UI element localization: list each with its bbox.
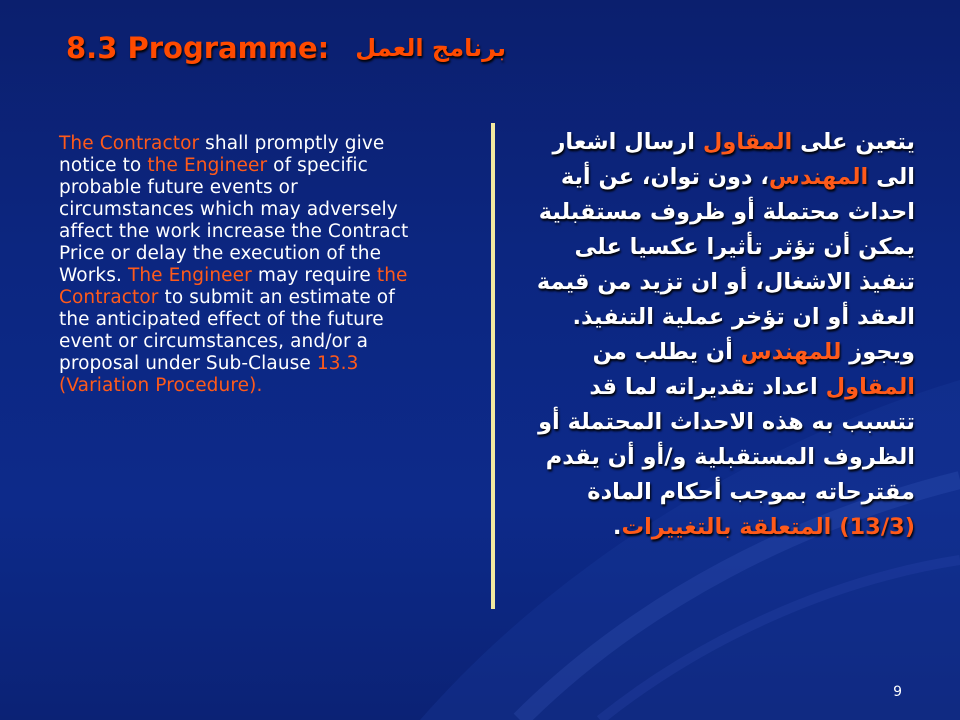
english-paragraph [59,133,424,397]
title-arabic: برنامج العمل [355,34,507,62]
arabic-text-segment: اعداد تقديراته لما قد تتسبب به هذه الاحداث المحتملة أو الظروف المستقبلية و/أو أن يقدم مقترحاته بموجب أحكام المادة [538,374,915,505]
arabic-highlight-text: للمهندس [740,339,842,365]
english-highlight-text: The Contractor [59,133,200,154]
english-highlight-text: 13.3 (Variation Procedure). [59,353,359,396]
arabic-text-segment: . [612,514,622,540]
english-highlight-text: The Engineer [127,265,252,286]
english-text-segment: may require [251,265,377,286]
english-text-segment: shall promptly give notice to [59,133,385,176]
english-text-segment: of specific probable future events or circumstances which may adversely affect the work increase the Contract Price or delay the execution of the Works. [59,155,409,286]
arabic-text-segment: ارسال اشعار الى [552,129,915,190]
english-highlight-text: the Contractor [59,265,408,308]
arabic-text-segment: ، دون توان، عن أية احداث محتملة أو ظروف مستقبلية يمكن أن تؤثر تأثيرا عكسيا على تنفيذ الاشغال، أو ان تزيد من قيمة العقد أو ان تؤخر عملية التنفيذ. ويجوز [536,164,915,365]
page-number: 9 [893,684,902,700]
english-highlight-text: the Engineer [147,155,268,176]
title-english: 8.3 Programme: [66,31,330,65]
arabic-text-segment: يتعين على [792,129,915,155]
arabic-highlight-text: (13/3) المتعلقة بالتغييرات [621,514,915,540]
arabic-highlight-text: المهندس [768,164,869,190]
arabic-highlight-text: المقاول [825,374,915,400]
slide-title [66,28,586,68]
column-divider [491,123,495,609]
english-text-segment: to submit an estimate of the anticipated effect of the future event or circumstances, and/or a proposal under Sub-Clause [59,287,395,374]
arabic-paragraph [515,125,915,545]
arabic-highlight-text: المقاول [702,129,793,155]
arabic-text-segment: أن يطلب من [592,339,741,365]
